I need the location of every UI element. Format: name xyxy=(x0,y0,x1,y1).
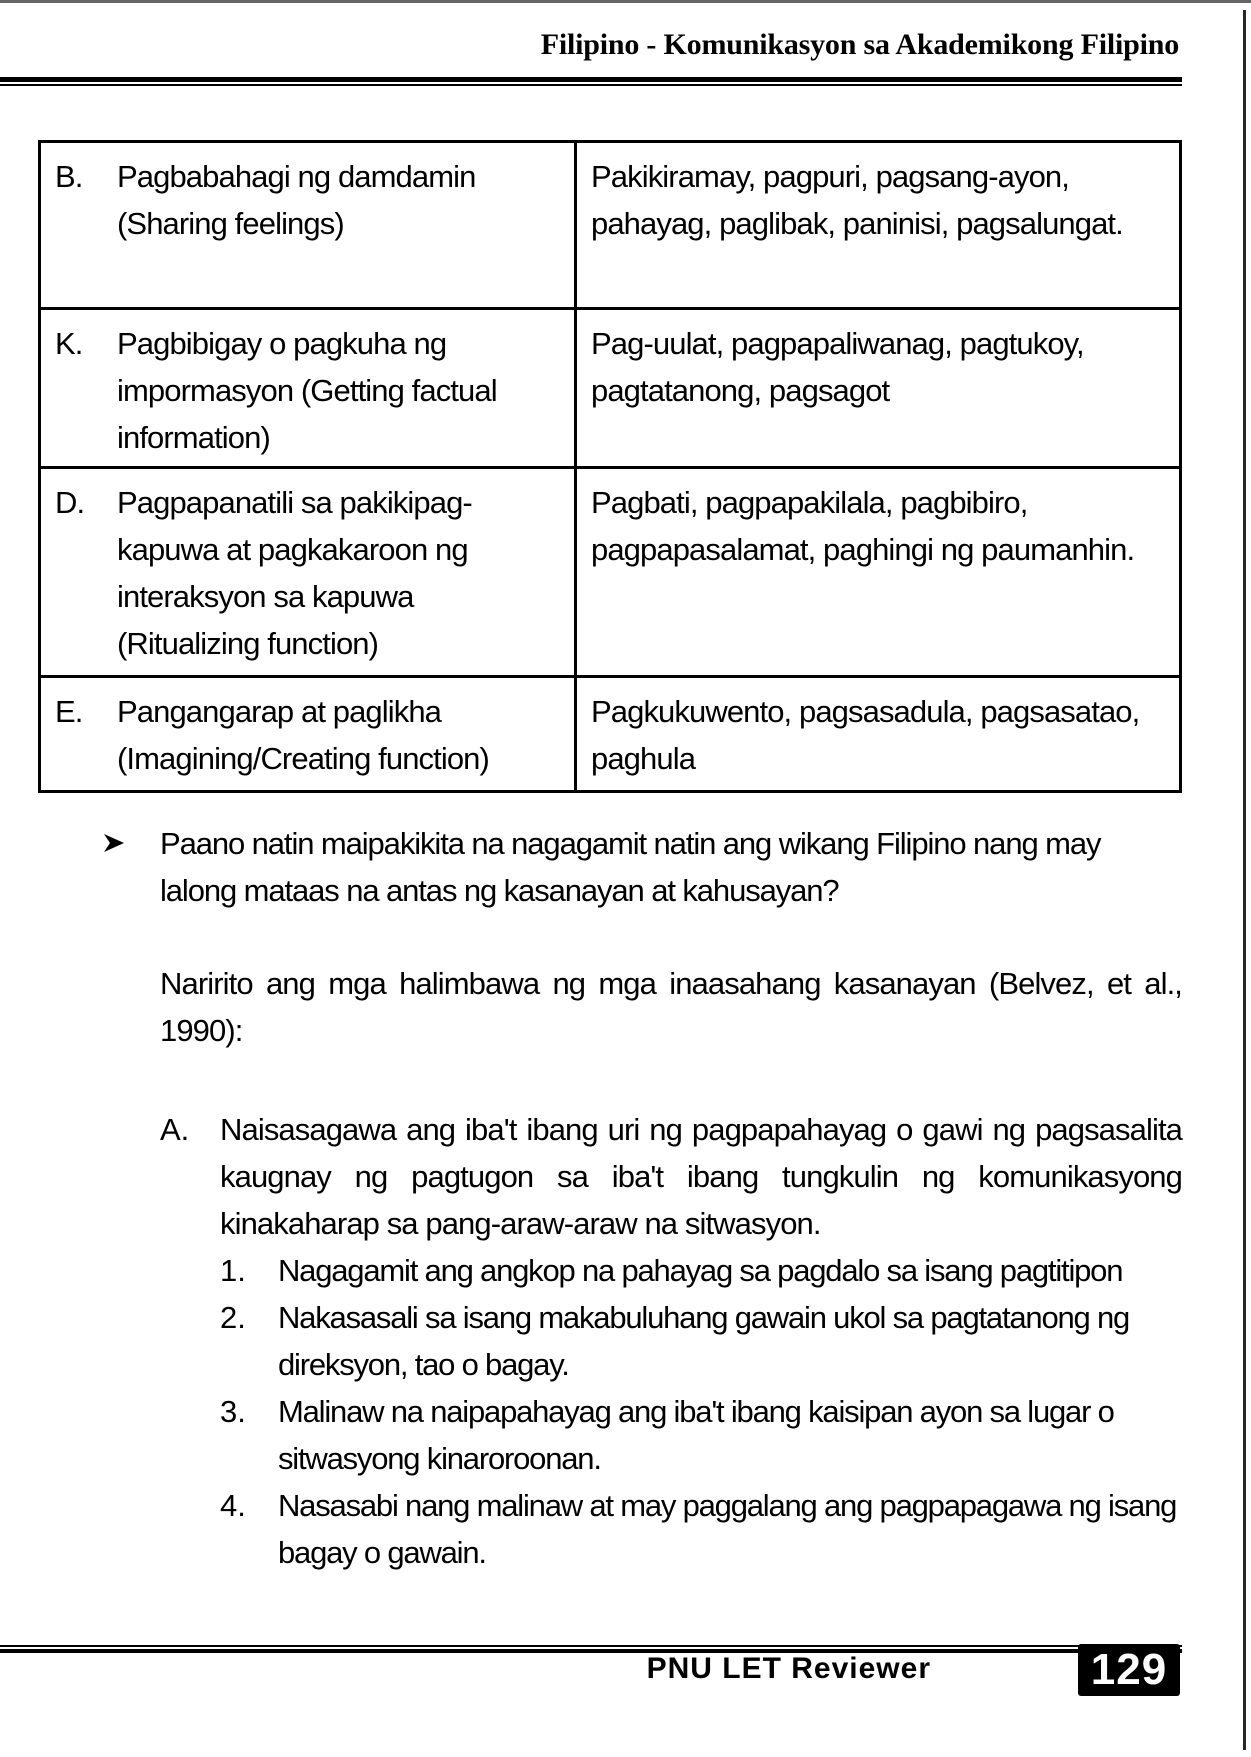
scan-right-edge xyxy=(1243,10,1246,1750)
function-cell xyxy=(40,677,576,792)
scan-top-edge xyxy=(0,0,1251,3)
sub-item-text: Nagagamit ang angkop na pahayag sa pagdalo sa isang pagtitipon xyxy=(278,1253,1123,1288)
page-number-badge: 129 xyxy=(1078,1644,1180,1696)
row-letter: D. xyxy=(55,485,85,520)
row-letter: K. xyxy=(55,326,83,361)
examples-cell: Pakikiramay, pagpuri, pagsang-ayon, pahayag, paglibak, paninisi, pagsalungat. xyxy=(576,142,1181,309)
sub-item-number: 3. xyxy=(220,1394,246,1429)
sub-item xyxy=(220,1294,1182,1388)
sub-item-text: Malinaw na naipapahayag ang iba't ibang kaisipan ayon sa lugar o sitwasyong kinaroroonan. xyxy=(278,1394,1114,1476)
row-letter: E. xyxy=(55,694,83,729)
function-cell xyxy=(40,309,576,468)
header-rule-thin xyxy=(0,84,1182,86)
row-letter: B. xyxy=(55,159,83,194)
function-name: Pagbibigay o pagkuha ng impormasyon (Getting factual information) xyxy=(117,326,497,455)
skill-item-a xyxy=(160,1106,1182,1576)
function-cell xyxy=(40,468,576,677)
arrowhead-bullet-icon xyxy=(102,820,160,914)
header-rule-thick xyxy=(0,77,1182,82)
running-header-title: Filipino - Komunikasyon sa Akademikong Filipino xyxy=(540,28,1179,61)
examples-cell: Pagkukuwento, pagsasadula, pagsasatao, paghula xyxy=(576,677,1181,792)
footer-book-title: PNU LET Reviewer xyxy=(646,1652,931,1685)
sub-item xyxy=(220,1388,1182,1482)
function-name: Pagbabahagi ng damdamin (Sharing feelings) xyxy=(117,159,476,241)
sub-item-number: 1. xyxy=(220,1253,246,1288)
function-cell xyxy=(40,142,576,309)
examples-cell: Pagbati, pagpapakilala, pagbibiro, pagpapasalamat, paghingi ng paumanhin. xyxy=(576,468,1181,677)
language-functions-table xyxy=(38,140,1182,793)
footer-rule-thick xyxy=(0,1649,1182,1653)
question-text: Paano natin maipakikita na nagagamit natin ang wikang Filipino nang may lalong mataas na antas ng kasanayan at kahusayan? xyxy=(160,826,1101,908)
examples-cell: Pag-uulat, pagpapaliwanag, pagtukoy, pagtatanong, pagsagot xyxy=(576,309,1181,468)
sub-item xyxy=(220,1482,1182,1576)
intro-paragraph: Naririto ang mga halimbawa ng mga inaasahang kasanayan (Belvez, et al., 1990): xyxy=(160,966,1182,1048)
footer-rule-thin xyxy=(0,1645,1182,1647)
sub-item-number: 2. xyxy=(220,1300,246,1335)
bullet-question xyxy=(102,820,1182,914)
sub-item-text: Nakasasali sa isang makabuluhang gawain ukol sa pagtatanong ng direksyon, tao o bagay. xyxy=(278,1300,1130,1382)
table-row xyxy=(40,309,1181,468)
sub-item-text: Nasasabi nang malinaw at may paggalang ang pagpapagawa ng isang bagay o gawain. xyxy=(278,1488,1177,1570)
sub-item xyxy=(220,1247,1182,1294)
table-row xyxy=(40,677,1181,792)
table-row xyxy=(40,142,1181,309)
table-row xyxy=(40,468,1181,677)
item-label: A. xyxy=(160,1112,190,1147)
function-name: Pangangarap at paglikha (Imagining/Creating function) xyxy=(117,694,489,776)
item-text: Naisasagawa ang iba't ibang uri ng pagpapahayag o gawi ng pagsasalita kaugnay ng pagtugon sa iba't ibang tungkulin ng komunikasyong kinakaharap sa pang-araw-araw na sitwasyon. xyxy=(220,1112,1182,1241)
function-name: Pagpapanatili sa pakikipag-kapuwa at pagkakaroon ng interaksyon sa kapuwa (Ritualizing function) xyxy=(117,485,472,661)
sub-item-number: 4. xyxy=(220,1488,246,1523)
